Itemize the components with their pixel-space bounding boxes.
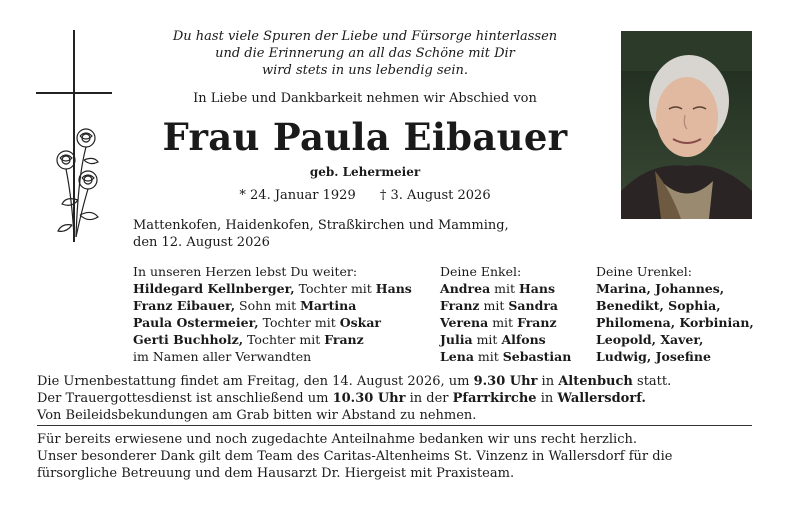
date-line: den 12. August 2026 [133, 235, 270, 250]
poem-line: wird stets in uns lebendig sein. [262, 63, 468, 78]
birth-date: * 24. Januar 1929 [239, 188, 356, 203]
great-grandchildren-heading: Deine Urenkel: [596, 264, 692, 279]
list-item: Franz Eibauer, Sohn mit Martina [133, 298, 357, 313]
funeral-notice [37, 373, 671, 424]
list-item: Julia mit Alfons [440, 332, 546, 347]
list-item: Lena mit Sebastian [440, 349, 572, 364]
list-item: Philomena, Korbinian, [596, 315, 754, 330]
list-item: Ludwig, Josefine [596, 349, 711, 364]
life-dates [100, 188, 630, 203]
relatives-footer: im Namen aller Verwandten [133, 349, 312, 364]
thanks-line: Für bereits erwiesene und noch zugedachte Anteilnahme bedanken wir uns recht herzlich. [37, 432, 637, 447]
grandchildren-heading: Deine Enkel: [440, 264, 522, 279]
poem-line: und die Erinnerung an all das Schöne mit Dir [215, 46, 515, 61]
list-item: Gerti Buchholz, Tochter mit Franz [133, 332, 364, 347]
list-item: Paula Ostermeier, Tochter mit Oskar [133, 315, 382, 330]
portrait-photo [621, 31, 752, 219]
family-column-great-grandchildren [596, 263, 754, 365]
family-column-children [133, 263, 412, 365]
list-item: Benedikt, Sophia, [596, 298, 721, 313]
intro-text: In Liebe und Dankbarkeit nehmen wir Abschied von [193, 91, 537, 106]
poem [100, 28, 630, 79]
list-item: Hildegard Kellnberger, Tochter mit Hans [133, 281, 412, 296]
thanks-line: fürsorgliche Betreuung und dem Hausarzt Dr. Hiergeist mit Praxisteam. [37, 466, 515, 481]
list-item: Leopold, Xaver, [596, 332, 704, 347]
thanks-line: Unser besonderer Dank gilt dem Team des Caritas-Altenheims St. Vinzenz in Wallersdorf für die [37, 449, 673, 464]
list-item: Andrea mit Hans [440, 281, 556, 296]
death-date: † 3. August 2026 [379, 188, 491, 203]
divider [37, 425, 752, 426]
place-date [133, 217, 509, 251]
deceased-name: Frau Paula Eibauer [162, 115, 568, 159]
notice-line: Der Trauergottesdienst ist anschließend um 10.30 Uhr in der Pfarrkirche in Wallersdorf. [37, 391, 646, 406]
place-line: Mattenkofen, Haidenkofen, Straßkirchen und Mamming, [133, 218, 509, 233]
list-item: Verena mit Franz [440, 315, 557, 330]
thanks-text [37, 431, 672, 482]
maiden-name: geb. Lehermeier [309, 165, 421, 179]
notice-line: Die Urnenbestattung findet am Freitag, den 14. August 2026, um 9.30 Uhr in Altenbuch statt. [37, 374, 672, 389]
notice-line: Von Beileidsbekundungen am Grab bitten wir Abstand zu nehmen. [37, 408, 477, 423]
list-item: Marina, Johannes, [596, 281, 725, 296]
poem-line: Du hast viele Spuren der Liebe und Fürsorge hinterlassen [172, 29, 558, 44]
children-heading: In unseren Herzen lebst Du weiter: [133, 264, 358, 279]
family-column-grandchildren [440, 263, 571, 365]
list-item: Franz mit Sandra [440, 298, 558, 313]
